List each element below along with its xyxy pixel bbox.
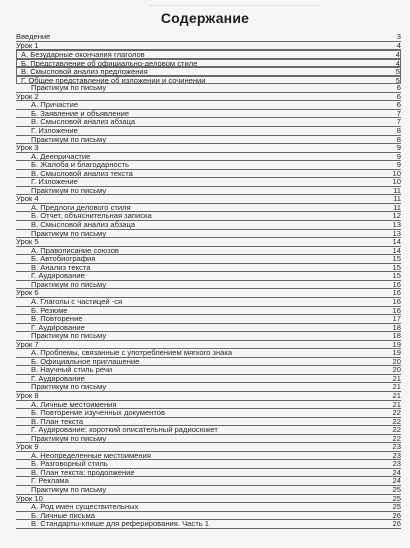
toc-entry-label: Б. Резюме (31, 305, 68, 315)
toc-page-number: 4 (396, 40, 401, 50)
toc-entry-label: Б. Жалоба и благодарность (31, 160, 129, 170)
toc-entry-label: А. Правописание союзов (31, 245, 119, 255)
toc-entry-label: Урок 2 (16, 91, 39, 101)
toc-entry-row[interactable] (16, 230, 401, 239)
toc-page-number: 8 (396, 134, 401, 144)
table-of-contents (16, 33, 401, 529)
toc-entry-label: А. Глаголы с частицей -ся (31, 296, 123, 306)
toc-entry-label: Практикум по письму (31, 134, 107, 144)
toc-page-number: 3 (396, 32, 401, 41)
toc-page-number: 4 (395, 50, 400, 60)
toc-page-number: 21 (392, 399, 401, 409)
toc-page-number: 24 (392, 476, 401, 486)
toc-entry-row[interactable] (16, 435, 401, 444)
toc-page-number: 25 (392, 484, 401, 494)
toc-page-number: 21 (392, 373, 401, 383)
toc-page-number: 10 (392, 168, 401, 178)
toc-page-number: 5 (395, 67, 400, 77)
toc-entry-label: Б. Заявление и объявление (31, 108, 130, 118)
toc-page-number: 6 (396, 83, 401, 93)
toc-entry-label: В. Стандарты-клише для реферирования. Часть 1 (31, 519, 209, 529)
toc-entry-row[interactable] (16, 59, 401, 68)
toc-page-number: 22 (392, 433, 401, 443)
toc-entry-label: А. Причастие (31, 100, 79, 110)
toc-entry-row[interactable] (16, 136, 401, 145)
toc-page-number: 15 (392, 262, 401, 272)
toc-page-number: 6 (396, 100, 401, 110)
toc-page-number: 22 (392, 425, 401, 435)
toc-entry-label: А. Деепричастие (31, 151, 91, 161)
toc-page-number: 21 (392, 390, 401, 400)
toc-entry-row[interactable] (16, 187, 401, 196)
toc-entry-label: Практикум по письму (31, 484, 107, 494)
toc-entry-label: Урок 10 (16, 493, 43, 503)
toc-entry-row[interactable] (16, 67, 401, 76)
toc-entry-label: Б. Автобиография (31, 254, 96, 264)
toc-entry-label: Урок 5 (16, 237, 39, 247)
toc-page-number: 18 (392, 322, 401, 332)
toc-page-number: 25 (392, 493, 401, 503)
toc-page-number: 23 (392, 459, 401, 469)
toc-entry-label: Урок 6 (16, 288, 39, 298)
toc-entry-label: Введение (16, 32, 51, 41)
toc-page-number: 26 (392, 510, 401, 520)
toc-entry-label: Г. Аудирование (31, 373, 85, 383)
toc-entry-label: Практикум по письму (31, 331, 107, 341)
toc-page-number: 11 (393, 185, 401, 195)
toc-entry-label: Г. Общее представление об изложении и сочинении (21, 75, 206, 85)
toc-entry-row[interactable] (16, 383, 401, 392)
toc-entry-label: Урок 8 (16, 390, 39, 400)
toc-entry-label: Г. Аудирование (31, 271, 85, 281)
toc-entry-row[interactable] (16, 486, 401, 495)
toc-entry-label: Практикум по письму (31, 382, 107, 392)
toc-page-number: 9 (396, 143, 401, 153)
page-title: Содержание (160, 10, 250, 26)
toc-page-number: 6 (396, 91, 401, 101)
toc-page-number: 12 (392, 211, 401, 221)
toc-entry-label: Б. Официальное приглашение (31, 356, 140, 366)
toc-entry-label: А. Безударные окончания глаголов (21, 50, 145, 60)
toc-entry-label: Практикум по письму (31, 279, 107, 289)
toc-page-number: 18 (392, 331, 401, 341)
toc-page-number: 8 (396, 126, 401, 136)
toc-entry-row[interactable] (16, 520, 401, 529)
toc-page-number: 23 (392, 450, 401, 460)
toc-page-number: 13 (392, 220, 401, 230)
toc-page-number: 13 (392, 228, 401, 238)
toc-page-number: 5 (395, 75, 400, 85)
toc-entry-label: Б. Разговорный стиль (31, 459, 108, 469)
toc-page-number: 9 (396, 160, 401, 170)
toc-page-number: 11 (393, 194, 401, 204)
toc-section-row[interactable] (16, 33, 401, 42)
toc-entry-row[interactable] (16, 332, 401, 341)
toc-entry-label: Урок 7 (16, 339, 39, 349)
toc-page-number: 23 (392, 442, 401, 452)
toc-entry-row[interactable] (16, 469, 401, 478)
toc-entry-label: Б. Отчет, объяснительная записка (31, 211, 152, 221)
toc-entry-label: А. Предлоги делового стиля (31, 202, 131, 212)
toc-entry-label: Б. Повторение изученных документов (31, 408, 166, 418)
toc-page-number: 4 (395, 58, 400, 68)
toc-entry-row[interactable] (16, 281, 401, 290)
toc-entry-label: В. Повторение (31, 314, 83, 324)
toc-entry-label: В. Смысловой анализ абзаца (31, 220, 136, 230)
toc-page-number: 20 (392, 356, 401, 366)
toc-entry-label: Г. Изложение (31, 177, 78, 187)
toc-page-number: 9 (396, 151, 401, 161)
toc-page-number: 24 (392, 467, 401, 477)
toc-page-number: 16 (392, 305, 401, 315)
toc-entry-label: В. Анализ текста (31, 262, 91, 272)
toc-page-number: 15 (392, 271, 401, 281)
toc-entry-label: В. Смысловой анализ абзаца (31, 117, 136, 127)
toc-entry-label: Г. Реклама (31, 476, 69, 486)
toc-entry-label: В. Смысловой анализ текста (31, 168, 133, 178)
toc-entry-label: А. Проблемы, связанные с употреблением мягкого знака (31, 348, 233, 358)
toc-page-number: 14 (392, 237, 401, 247)
toc-page-number: 16 (392, 279, 401, 289)
toc-entry-label: В. Смысловой анализ предложения (21, 67, 148, 77)
toc-section-row[interactable] (16, 42, 401, 51)
toc-entry-label: А. Род имен существительных (31, 502, 139, 512)
toc-page-number: 26 (392, 519, 401, 529)
toc-page-number: 10 (392, 177, 401, 187)
toc-page-number: 17 (392, 314, 401, 324)
toc-page-number: 20 (392, 365, 401, 375)
toc-page-number: 16 (392, 296, 401, 306)
toc-entry-label: А. Неопределенные местоимения (31, 450, 151, 460)
toc-entry-label: В. План текста (31, 416, 84, 426)
toc-entry-label: Практикум по письму (31, 83, 107, 93)
toc-page-number: 21 (392, 382, 401, 392)
toc-entry-label: В. План текста: продолжение (31, 467, 135, 477)
toc-entry-label: Б. Личные письма (31, 510, 95, 520)
toc-entry-label: Практикум по письму (31, 228, 107, 238)
toc-entry-row[interactable] (16, 84, 401, 93)
toc-entry-label: Урок 3 (16, 143, 39, 153)
toc-entry-row[interactable] (16, 298, 401, 307)
toc-entry-label: Урок 1 (16, 40, 39, 50)
toc-page-number: 19 (392, 339, 401, 349)
toc-entry-label: Б. Представление об официально-деловом стиле (21, 58, 198, 68)
toc-page-number: 22 (392, 408, 401, 418)
toc-page-number: 25 (392, 502, 401, 512)
toc-entry-row[interactable] (16, 50, 401, 59)
toc-page-number: 19 (392, 348, 401, 358)
toc-entry-label: А. Личные местоимения (31, 399, 117, 409)
toc-entry-label: Г. Изложение (31, 126, 78, 136)
toc-entry-label: Г. Аудирование: короткий описательный радиосюжет (31, 425, 218, 435)
toc-page-number: 15 (392, 254, 401, 264)
toc-page-number: 7 (396, 108, 401, 118)
toc-entry-label: Практикум по письму (31, 185, 107, 195)
bleed-through-line (150, 0, 320, 6)
toc-page-number: 16 (392, 288, 401, 298)
toc-entry-label: Практикум по письму (31, 433, 107, 443)
toc-page-number: 7 (396, 117, 401, 127)
toc-entry-label: Урок 9 (16, 442, 39, 452)
toc-page-number: 22 (392, 416, 401, 426)
toc-entry-label: Урок 4 (16, 194, 39, 204)
toc-entry-label: В. Научный стиль речи (31, 365, 113, 375)
toc-page-number: 14 (392, 245, 401, 255)
toc-entry-label: Г. Аудирование (31, 322, 85, 332)
toc-page-number: 11 (393, 202, 401, 212)
